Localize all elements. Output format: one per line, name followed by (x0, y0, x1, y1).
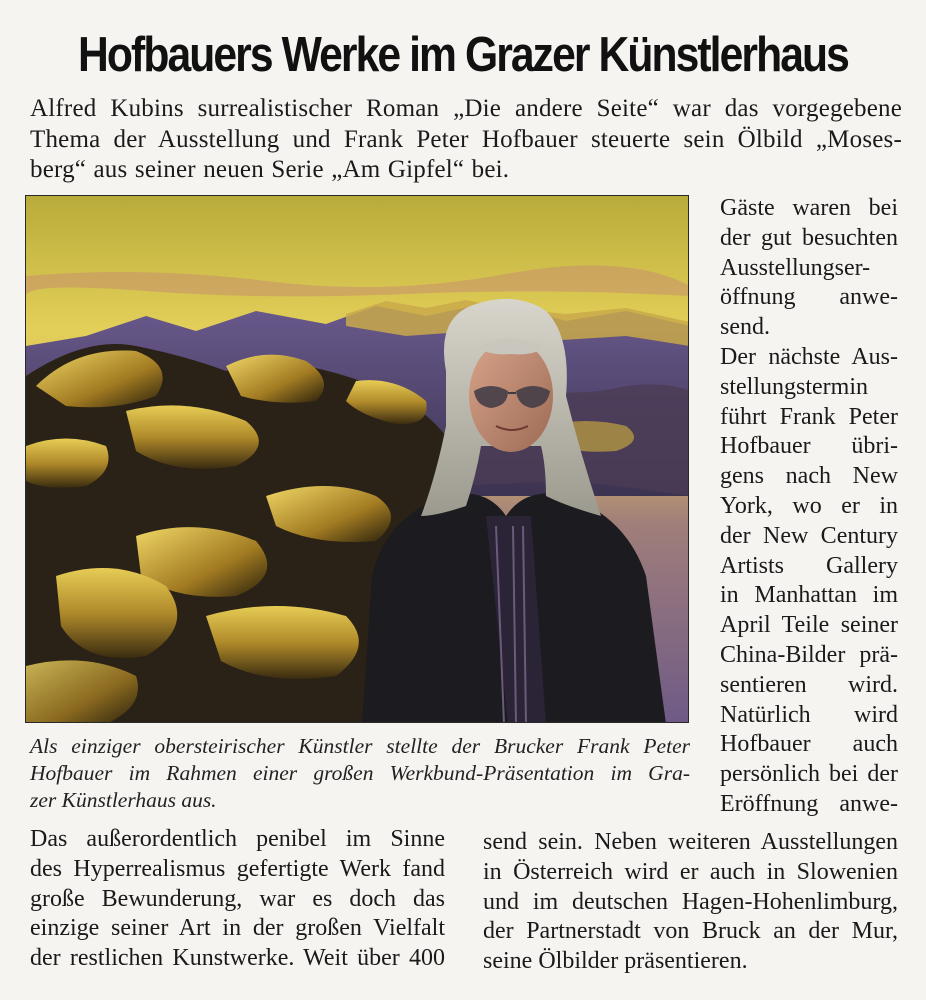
text-line: große Bewunderung, war es doch das (30, 885, 445, 912)
text-line: der Partnerstadt von Bruck an der Mur, (483, 918, 898, 945)
lead-line: Thema der Ausstellung und Frank Peter Hofbauer steuerte sein Ölbild „Moses- (30, 125, 902, 153)
text-line: send sein. Neben weiteren Ausstellungen (483, 829, 898, 855)
text-line: Hofbauer auch (720, 731, 898, 758)
lead-line: berg“ aus seiner neuen Serie „Am Gipfel“ bei. (30, 156, 510, 183)
rock-formation (26, 660, 138, 723)
text-line: Eröffnung anwe- (720, 790, 898, 817)
photo-caption (30, 733, 690, 814)
text-line: Der nächste Aus- (720, 343, 898, 370)
text-line: führt Frank Peter (720, 403, 898, 430)
text-line: sentieren wird. (720, 671, 898, 698)
text-line: persönlich bei der (720, 761, 898, 788)
text-line: Das außerordentlich penibel im Sinne (30, 826, 445, 852)
text-line: Ausstellungser- (720, 254, 871, 281)
text-line: öffnung anwe- (720, 284, 898, 311)
text-line: stellungstermin (720, 373, 868, 400)
text-line: gens nach New (720, 463, 898, 490)
bottom-left-column-text (30, 825, 445, 974)
text-line: der restlichen Kunstwerke. Weit über 400 (30, 945, 445, 972)
text-line: seine Ölbilder präsentieren. (483, 948, 748, 975)
article-lead (30, 94, 902, 186)
text-line: Gäste waren bei (720, 195, 898, 221)
text-line: in Manhattan im (720, 582, 898, 609)
text-line: des Hyperrealismus gefertigte Werk fand (30, 855, 445, 882)
article-headline: Hofbauers Werke im Grazer Künstlerhaus (78, 28, 848, 82)
lead-line: Alfred Kubins surrealistischer Roman „Die andere Seite“ war das vorgegebene (30, 95, 902, 122)
text-line: York, wo er in (720, 492, 898, 519)
text-line: in Österreich wird er auch in Slowenien (483, 858, 898, 885)
caption-line: zer Künstlerhaus aus. (30, 788, 217, 812)
text-line: April Teile seiner (720, 612, 898, 639)
text-line: und im deutschen Hagen-Hohenlimburg, (483, 888, 898, 915)
painting-scene (26, 196, 689, 723)
article-photo (25, 195, 689, 723)
text-line: Artists Gallery (720, 552, 898, 579)
text-line: Natürlich wird (720, 701, 898, 728)
caption-line: Als einziger obersteirischer Künstler stellte der Brucker Frank Peter (30, 734, 690, 758)
text-line: der gut besuchten (720, 224, 898, 251)
bottom-right-column-text (483, 828, 898, 977)
text-line: send. (720, 314, 770, 341)
text-line: China-Bilder prä- (720, 641, 898, 668)
text-line: Hofbauer übri- (720, 433, 898, 460)
text-line: der New Century (720, 522, 898, 549)
text-line: einzige seiner Art in der großen Vielfalt (30, 915, 445, 942)
right-column-text (720, 194, 898, 820)
caption-line: Hofbauer im Rahmen einer großen Werkbund-Präsentation im Gra- (30, 761, 690, 785)
